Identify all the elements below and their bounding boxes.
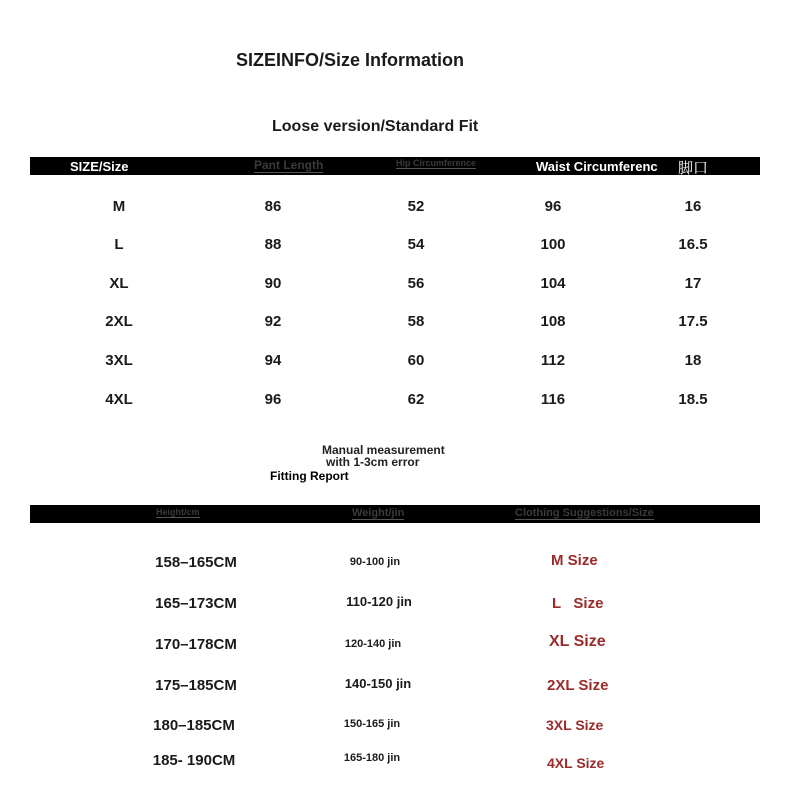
measurement-note-line2: with 1-3cm error	[326, 455, 420, 469]
cell-leg-opening: 16.5	[678, 236, 708, 253]
cell-size-suggestion: 3XL Size	[546, 717, 604, 733]
cell-size: XL	[109, 275, 129, 292]
fitting-report-title: Fitting Report	[270, 469, 349, 483]
cell-waist: 116	[540, 391, 566, 408]
header-leg-opening: 脚口	[678, 160, 709, 177]
cell-weight: 120-140 jin	[344, 638, 402, 650]
cell-size: M	[112, 198, 126, 215]
cell-weight: 90-100 jin	[349, 556, 401, 568]
fit-type-title: Loose version/Standard Fit	[272, 118, 479, 135]
cell-weight: 140-150 jin	[344, 676, 412, 691]
cell-hip: 54	[407, 236, 425, 253]
cell-height: 175–185CM	[155, 677, 237, 694]
header-size: SIZE/Size	[70, 159, 129, 174]
cell-size: 4XL	[105, 391, 133, 408]
cell-hip: 62	[407, 391, 425, 408]
cell-size-suggestion: XL Size	[549, 633, 606, 650]
cell-pant-length: 92	[264, 313, 282, 330]
cell-size: 3XL	[105, 352, 133, 369]
header-hip: Hip Circumference	[396, 158, 477, 168]
cell-height: 185- 190CM	[152, 752, 236, 769]
cell-size: 2XL	[105, 313, 133, 330]
header-waist: Waist Circumferenc	[536, 159, 658, 174]
cell-height: 165–173CM	[155, 595, 237, 612]
cell-hip: 52	[407, 198, 425, 215]
cell-leg-opening: 17	[684, 275, 702, 292]
cell-size-suggestion: L Size	[552, 595, 604, 612]
cell-pant-length: 94	[264, 352, 282, 369]
cell-size-suggestion: 4XL Size	[547, 755, 605, 771]
cell-hip: 56	[407, 275, 425, 292]
cell-pant-length: 90	[264, 275, 282, 292]
cell-waist: 100	[540, 236, 566, 253]
cell-size-suggestion: 2XL Size	[547, 677, 609, 694]
cell-height: 158–165CM	[155, 554, 237, 571]
cell-size: L	[114, 236, 124, 253]
cell-pant-length: 88	[264, 236, 282, 253]
cell-leg-opening: 17.5	[678, 313, 708, 330]
cell-waist: 96	[544, 198, 562, 215]
cell-leg-opening: 16	[684, 198, 702, 215]
cell-size-suggestion: M Size	[551, 552, 598, 569]
cell-waist: 108	[540, 313, 566, 330]
cell-weight: 165-180 jin	[343, 752, 401, 764]
cell-weight: 110-120 jin	[346, 594, 412, 609]
header-pant-length: Pant Length	[254, 158, 324, 172]
cell-height: 180–185CM	[153, 717, 235, 734]
cell-pant-length: 96	[264, 391, 282, 408]
measurement-note	[322, 444, 445, 468]
header-clothing-suggestion: Clothing Suggestions/Size	[515, 507, 654, 519]
cell-leg-opening: 18	[684, 352, 702, 369]
cell-waist: 104	[540, 275, 566, 292]
cell-weight: 150-165 jin	[343, 718, 401, 730]
header-weight: Weight/jin	[352, 507, 405, 519]
cell-waist: 112	[540, 352, 566, 369]
page-title: SIZEINFO/Size Information	[236, 50, 465, 70]
cell-leg-opening: 18.5	[678, 391, 708, 408]
cell-height: 170–178CM	[155, 636, 237, 653]
cell-pant-length: 86	[264, 198, 282, 215]
cell-hip: 60	[407, 352, 425, 369]
measurement-note-line1: Manual measurement	[322, 443, 445, 457]
header-height: Height/cm	[156, 507, 200, 517]
cell-hip: 58	[407, 313, 425, 330]
